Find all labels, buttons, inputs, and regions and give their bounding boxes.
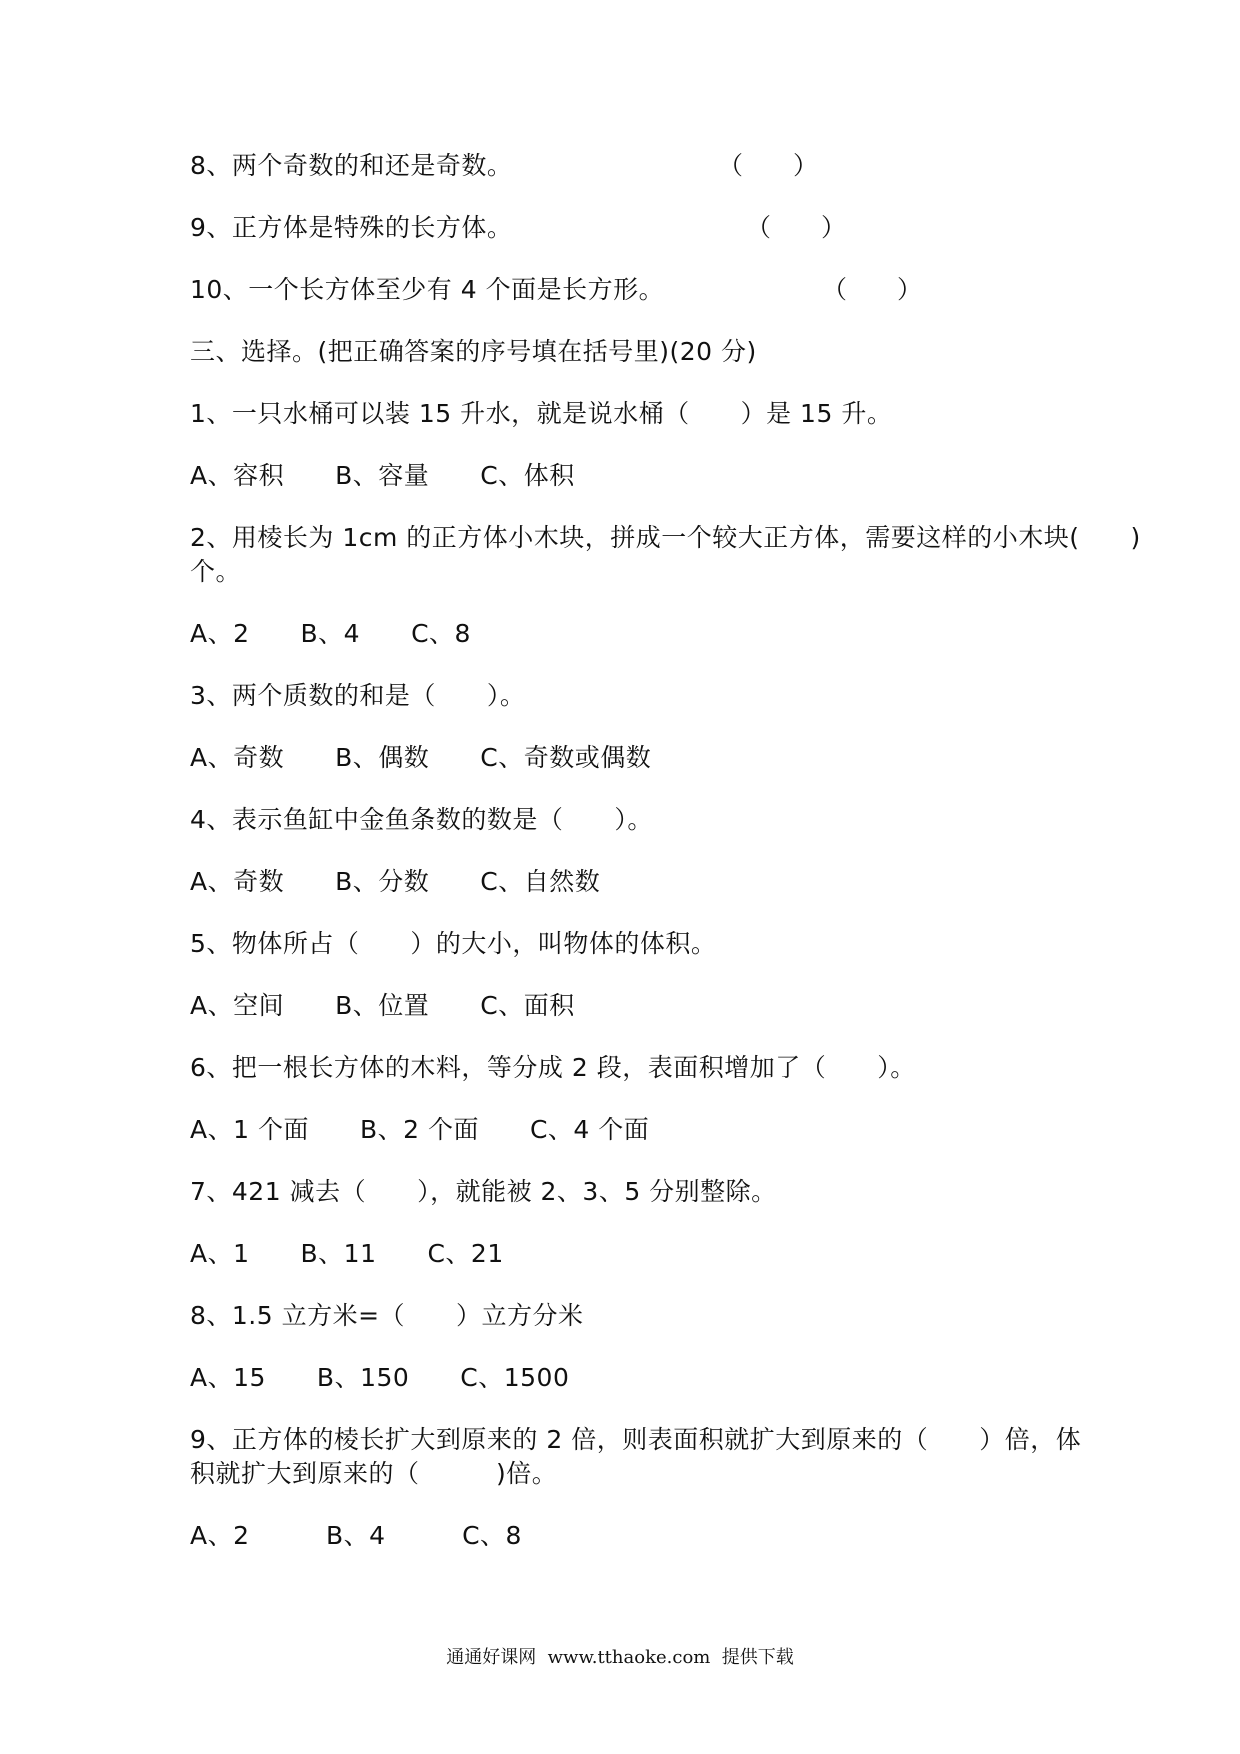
- question-4: 4、表示鱼缸中金鱼条数的数是（ ）。: [190, 805, 653, 834]
- options-5: A、空间 B、位置 C、面积: [190, 991, 575, 1020]
- tf-item-9: 9、正方体是特殊的长方体。: [190, 213, 513, 242]
- options-2: A、2 B、4 C、8: [190, 619, 471, 648]
- question-2: 2、用棱长为 1cm 的正方体小木块，拼成一个较大正方体，需要这样的小木块( ): [190, 523, 1141, 552]
- answer-blank: （ ）: [746, 213, 847, 242]
- options-3: A、奇数 B、偶数 C、奇数或偶数: [190, 743, 652, 772]
- page-footer: 通通好课网 www.tthaoke.com 提供下载: [446, 1647, 794, 1668]
- options-8: A、15 B、150 C、1500: [190, 1363, 570, 1392]
- options-6: A、1 个面 B、2 个面 C、4 个面: [190, 1115, 650, 1144]
- question-9-cont: 积就扩大到原来的（ )倍。: [190, 1459, 558, 1488]
- options-7: A、1 B、11 C、21: [190, 1239, 504, 1268]
- question-9: 9、正方体的棱长扩大到原来的 2 倍，则表面积就扩大到原来的（ ）倍，体: [190, 1425, 1082, 1454]
- question-8: 8、1.5 立方米=（ ）立方分米: [190, 1301, 584, 1330]
- answer-blank: （ ）: [822, 275, 923, 304]
- question-2-cont: 个。: [190, 557, 242, 586]
- options-9: A、2 B、4 C、8: [190, 1521, 522, 1550]
- question-7: 7、421 减去（ ），就能被 2、3、5 分别整除。: [190, 1177, 777, 1206]
- question-5: 5、物体所占（ ）的大小，叫物体的体积。: [190, 929, 717, 958]
- question-3: 3、两个质数的和是（ ）。: [190, 681, 526, 710]
- tf-item-8: 8、两个奇数的和还是奇数。: [190, 151, 513, 180]
- section-title: 三、选择。(把正确答案的序号填在括号里)(20 分): [190, 337, 757, 366]
- options-1: A、容积 B、容量 C、体积: [190, 461, 575, 490]
- tf-item-10: 10、一个长方体至少有 4 个面是长方形。: [190, 275, 665, 304]
- question-1: 1、一只水桶可以装 15 升水，就是说水桶（ ）是 15 升。: [190, 399, 893, 428]
- question-6: 6、把一根长方体的木料，等分成 2 段，表面积增加了（ ）。: [190, 1053, 916, 1082]
- options-4: A、奇数 B、分数 C、自然数: [190, 867, 601, 896]
- answer-blank: （ ）: [718, 151, 819, 180]
